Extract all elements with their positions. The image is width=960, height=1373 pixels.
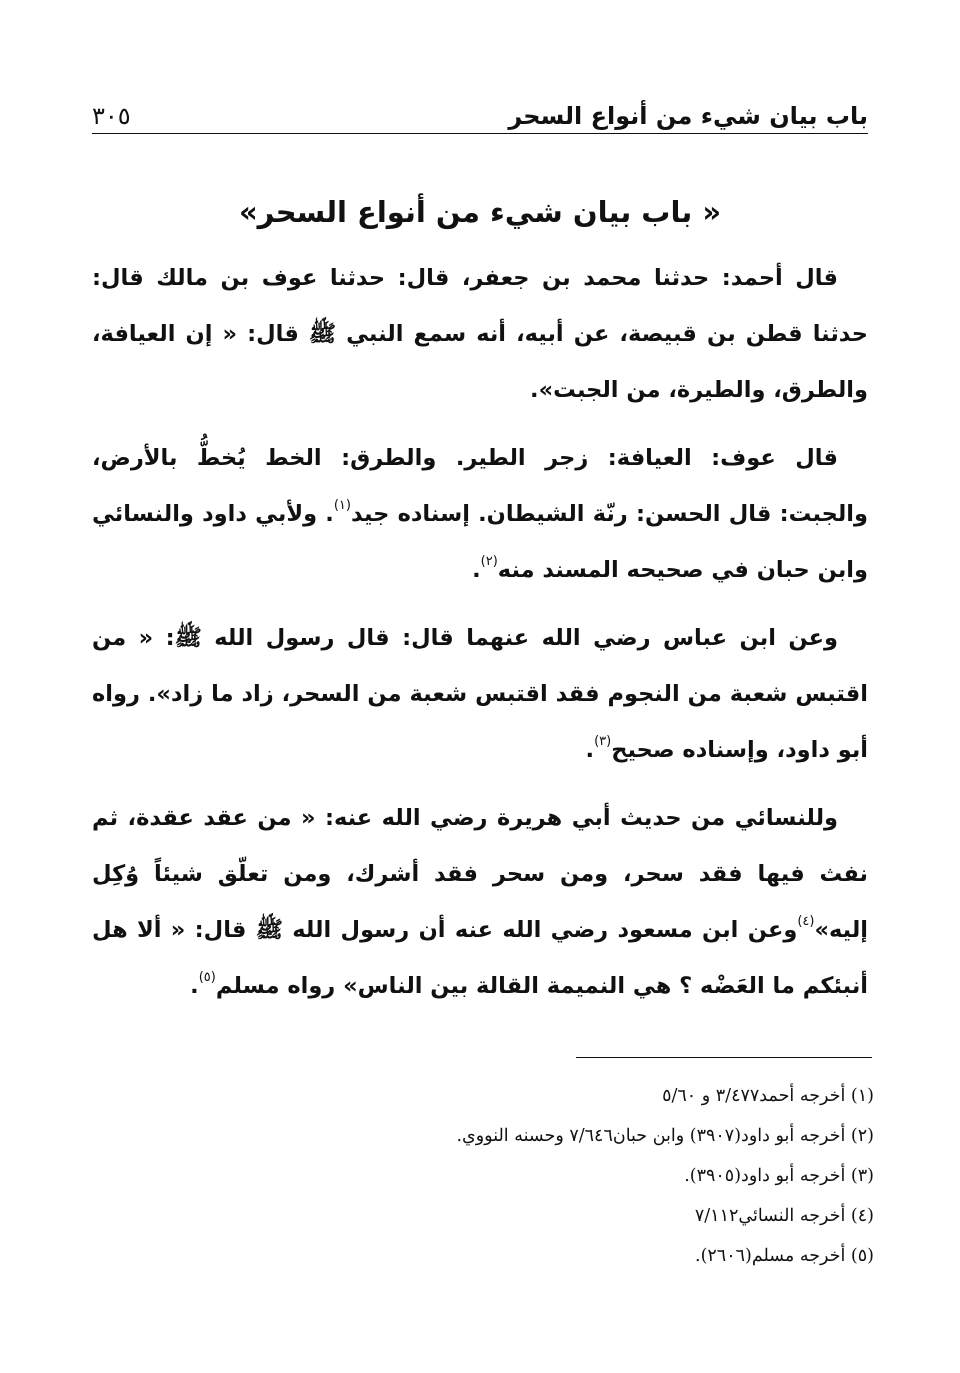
footnote-4: (٤) أخرجه النسائي٧/١١٢: [694, 1206, 874, 1226]
header-rule: [92, 133, 868, 134]
paragraph-1: [92, 250, 868, 418]
footnote-ref[interactable]: (١): [333, 498, 351, 513]
paragraph-text: قال أحمد: حدثنا محمد بن جعفر، قال: حدثنا عوف بن مالك قال: حدثنا قطن بن قبيصة، عن أبيه، أنه سمع النبي ﷺ قال: « إن العيافة، والطرق، والطيرة، من الجبت».: [92, 265, 868, 403]
running-header: [92, 92, 868, 132]
chapter-title: « باب بيان شيء من أنواع السحر»: [238, 195, 722, 229]
paragraph-text: . ولأبي داود والنسائي وابن حبان في صحيحه المسند منه: [92, 501, 868, 583]
footnote-5: (٥) أخرجه مسلم(٢٦٠٦).: [695, 1246, 874, 1266]
paragraph-text: وللنسائي من حديث أبي هريرة رضي الله عنه: « من عقد عقدة، ثم نفث فيها فقد سحر، ومن سحر فقد أشرك، ومن تعلّق شيئاً وُكِل إليه»: [92, 805, 868, 943]
body-text: [92, 250, 868, 1026]
paragraph-2: [92, 430, 868, 598]
footnote-3: (٣) أخرجه أبو داود(٣٩٠٥).: [684, 1166, 874, 1186]
footnote-rule: [576, 1057, 872, 1058]
paragraph-text: .: [472, 557, 481, 583]
page-number: ٣٠٥: [92, 102, 131, 130]
footnote-ref[interactable]: (٤): [797, 914, 815, 929]
paragraph-text: وعن ابن مسعود رضي الله عنه أن رسول الله ﷺ قال: « ألا هل أنبئكم ما العَضْه ؟ هي النميمة القالة بين الناس» رواه مسلم: [92, 917, 868, 999]
paragraph-text: .: [190, 973, 199, 999]
footnote-1: (١) أخرجه أحمد٣/٤٧٧ و ٥/٦٠: [662, 1086, 874, 1106]
paragraph-text: قال عوف: العيافة: زجر الطير. والطرق: الخط يُخطُّ بالأرض، والجبت: قال الحسن: رنّة الشيطان. إسناده جيد: [92, 445, 868, 527]
paragraph-4: [92, 790, 868, 1014]
footnote-ref[interactable]: (٣): [594, 734, 612, 749]
paragraph-3: [92, 610, 868, 778]
footnote-ref[interactable]: (٥): [198, 970, 216, 985]
footnote-2: (٢) أخرجه أبو داود(٣٩٠٧) وابن حبان٧/٦٤٦ وحسنه النووي.: [456, 1126, 874, 1146]
paragraph-text: .: [585, 737, 595, 763]
running-title: باب بيان شيء من أنواع السحر: [508, 102, 868, 130]
footnote-ref[interactable]: (٢): [480, 554, 498, 569]
paragraph-text: وعن ابن عباس رضي الله عنهما قال: قال رسول الله ﷺ: « من اقتبس شعبة من النجوم فقد اقتبس شعبة من السحر، زاد ما زاد». رواه أبو داود، وإسناده صحيح: [92, 625, 868, 763]
footnotes-list: [92, 1076, 874, 1276]
